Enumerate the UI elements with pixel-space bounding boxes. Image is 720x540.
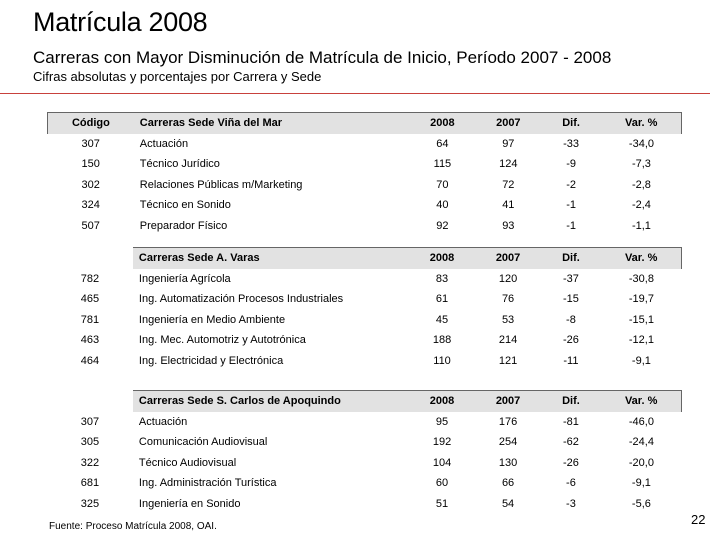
cell-code: 464 [80,354,100,367]
table-row [47,494,682,515]
cell-code: 302 [81,178,100,191]
header-2007: 2007 [476,391,541,412]
table-row [48,134,682,155]
cell-code: 305 [80,436,100,449]
header-2008: 2008 [409,113,476,134]
table-row [47,453,682,474]
cell-var: -7,3 [631,158,651,171]
cell-career: Ingeniería en Sonido [138,497,241,510]
table-a-varas [47,247,682,371]
cell-career: Actuación [138,415,188,428]
cell-career: Ingeniería Agrícola [138,272,231,285]
cell-code: 325 [80,497,100,510]
cell-career: Técnico en Sonido [139,199,231,212]
cell-career: Técnico Jurídico [139,158,220,171]
cell-code: 681 [80,477,100,490]
cell-var: -9,1 [631,354,651,367]
header-career: Carreras Sede A. Varas [133,248,409,269]
page-caption: Cifras absolutas y porcentajes por Carrera y Sede [33,69,322,84]
table-body [47,412,682,515]
table-row [48,154,682,175]
cell-2008: 51 [435,497,449,510]
table-row [47,473,682,494]
cell-career: Ing. Administración Turística [138,477,277,490]
cell-2007: 130 [498,456,518,469]
cell-career: Ing. Mec. Automotriz y Autotrónica [138,334,306,347]
cell-2008: 70 [436,178,449,191]
cell-2008: 95 [435,415,449,428]
table-row [47,310,682,331]
header-code: Código [48,113,134,134]
cell-dif: -33 [563,137,580,150]
page-subtitle: Carreras con Mayor Disminución de Matrícula de Inicio, Período 2007 - 2008 [33,48,612,67]
cell-var: -1,1 [631,219,651,232]
cell-2008: 192 [432,436,452,449]
cell-2008: 61 [435,293,449,306]
cell-2007: 121 [498,354,518,367]
header-code [47,391,133,412]
header-code [47,248,133,269]
table-row [48,175,682,196]
cell-career: Actuación [139,137,189,150]
cell-dif: -62 [562,436,579,449]
header-dif: Dif. [541,113,602,134]
table-row [47,412,682,433]
cell-dif: -2 [566,178,576,191]
cell-var: -20,0 [628,456,654,469]
cell-dif: -81 [562,415,579,428]
cell-code: 322 [80,456,100,469]
header-career: Carreras Sede S. Carlos de Apoquindo [133,391,409,412]
table-row [47,351,682,372]
page-number: 22 [691,512,706,527]
cell-code: 507 [81,219,100,232]
header-dif: Dif. [541,248,602,269]
table-vina-del-mar [47,112,682,236]
cell-2007: 124 [499,158,518,171]
header-2008: 2008 [409,248,476,269]
table-row [47,289,682,310]
cell-2008: 104 [432,456,452,469]
cell-code: 307 [81,137,100,150]
cell-dif: -1 [566,199,576,212]
cell-career: Ingeniería en Medio Ambiente [138,313,286,326]
table-row [47,432,682,453]
cell-dif: -1 [566,219,576,232]
cell-code: 463 [80,334,100,347]
cell-code: 781 [80,313,100,326]
table-s-carlos-de-apoquindo [47,390,682,514]
title-divider [0,93,710,94]
cell-2007: 120 [498,272,518,285]
cell-dif: -3 [566,497,576,510]
cell-2008: 60 [435,477,449,490]
cell-var: -2,4 [631,199,651,212]
cell-var: -19,7 [628,293,654,306]
cell-2007: 93 [502,219,515,232]
cell-career: Preparador Físico [139,219,228,232]
table-row [47,330,682,351]
cell-code: 782 [80,272,100,285]
header-2007: 2007 [476,248,541,269]
cell-dif: -26 [562,456,579,469]
cell-code: 150 [81,158,100,171]
table-header-row [47,248,682,269]
cell-var: -2,8 [631,178,651,191]
source-note: Fuente: Proceso Matrícula 2008, OAI. [49,521,217,532]
cell-2008: 83 [435,272,449,285]
header-career: Carreras Sede Viña del Mar [134,113,409,134]
table-header-row [47,391,682,412]
cell-dif: -37 [562,272,579,285]
cell-career: Técnico Audiovisual [138,456,237,469]
cell-var: -5,6 [631,497,651,510]
cell-2007: 66 [501,477,515,490]
cell-2008: 45 [435,313,449,326]
cell-career: Ing. Electricidad y Electrónica [138,354,284,367]
cell-var: -30,8 [628,272,654,285]
cell-2007: 97 [502,137,515,150]
table-row [47,269,682,290]
cell-dif: -9 [566,158,576,171]
header-var: Var. % [601,113,681,134]
cell-career: Ing. Automatización Procesos Industriales [138,293,344,306]
cell-2008: 64 [436,137,449,150]
header-2007: 2007 [476,113,541,134]
header-var: Var. % [601,391,681,412]
cell-var: -12,1 [628,334,654,347]
cell-2007: 54 [501,497,515,510]
table-row [48,195,682,216]
table-body [48,134,682,237]
header-2008: 2008 [409,391,476,412]
cell-var: -24,4 [628,436,654,449]
cell-2007: 254 [498,436,518,449]
cell-career: Comunicación Audiovisual [138,436,268,449]
cell-code: 465 [80,293,100,306]
cell-dif: -8 [566,313,576,326]
cell-2007: 72 [502,178,515,191]
page-title: Matrícula 2008 [33,7,208,37]
cell-dif: -6 [566,477,576,490]
cell-2008: 110 [433,354,451,367]
cell-2007: 53 [501,313,515,326]
cell-code: 324 [81,199,100,212]
cell-dif: -26 [562,334,579,347]
cell-code: 307 [80,415,100,428]
cell-career: Relaciones Públicas m/Marketing [139,178,303,191]
cell-2008: 92 [436,219,449,232]
cell-dif: -11 [563,354,579,367]
table-row [48,216,682,237]
cell-var: -34,0 [628,137,654,150]
table-header-row [48,113,682,134]
cell-2008: 40 [436,199,449,212]
header-var: Var. % [601,248,681,269]
cell-2007: 76 [501,293,515,306]
cell-2008: 115 [433,158,452,171]
cell-dif: -15 [562,293,579,306]
cell-var: -46,0 [628,415,654,428]
cell-var: -15,1 [628,313,654,326]
header-dif: Dif. [541,391,602,412]
table-body [47,269,682,372]
cell-2007: 41 [502,199,515,212]
cell-2007: 176 [498,415,518,428]
cell-var: -9,1 [631,477,651,490]
cell-2007: 214 [498,334,518,347]
cell-2008: 188 [432,334,452,347]
